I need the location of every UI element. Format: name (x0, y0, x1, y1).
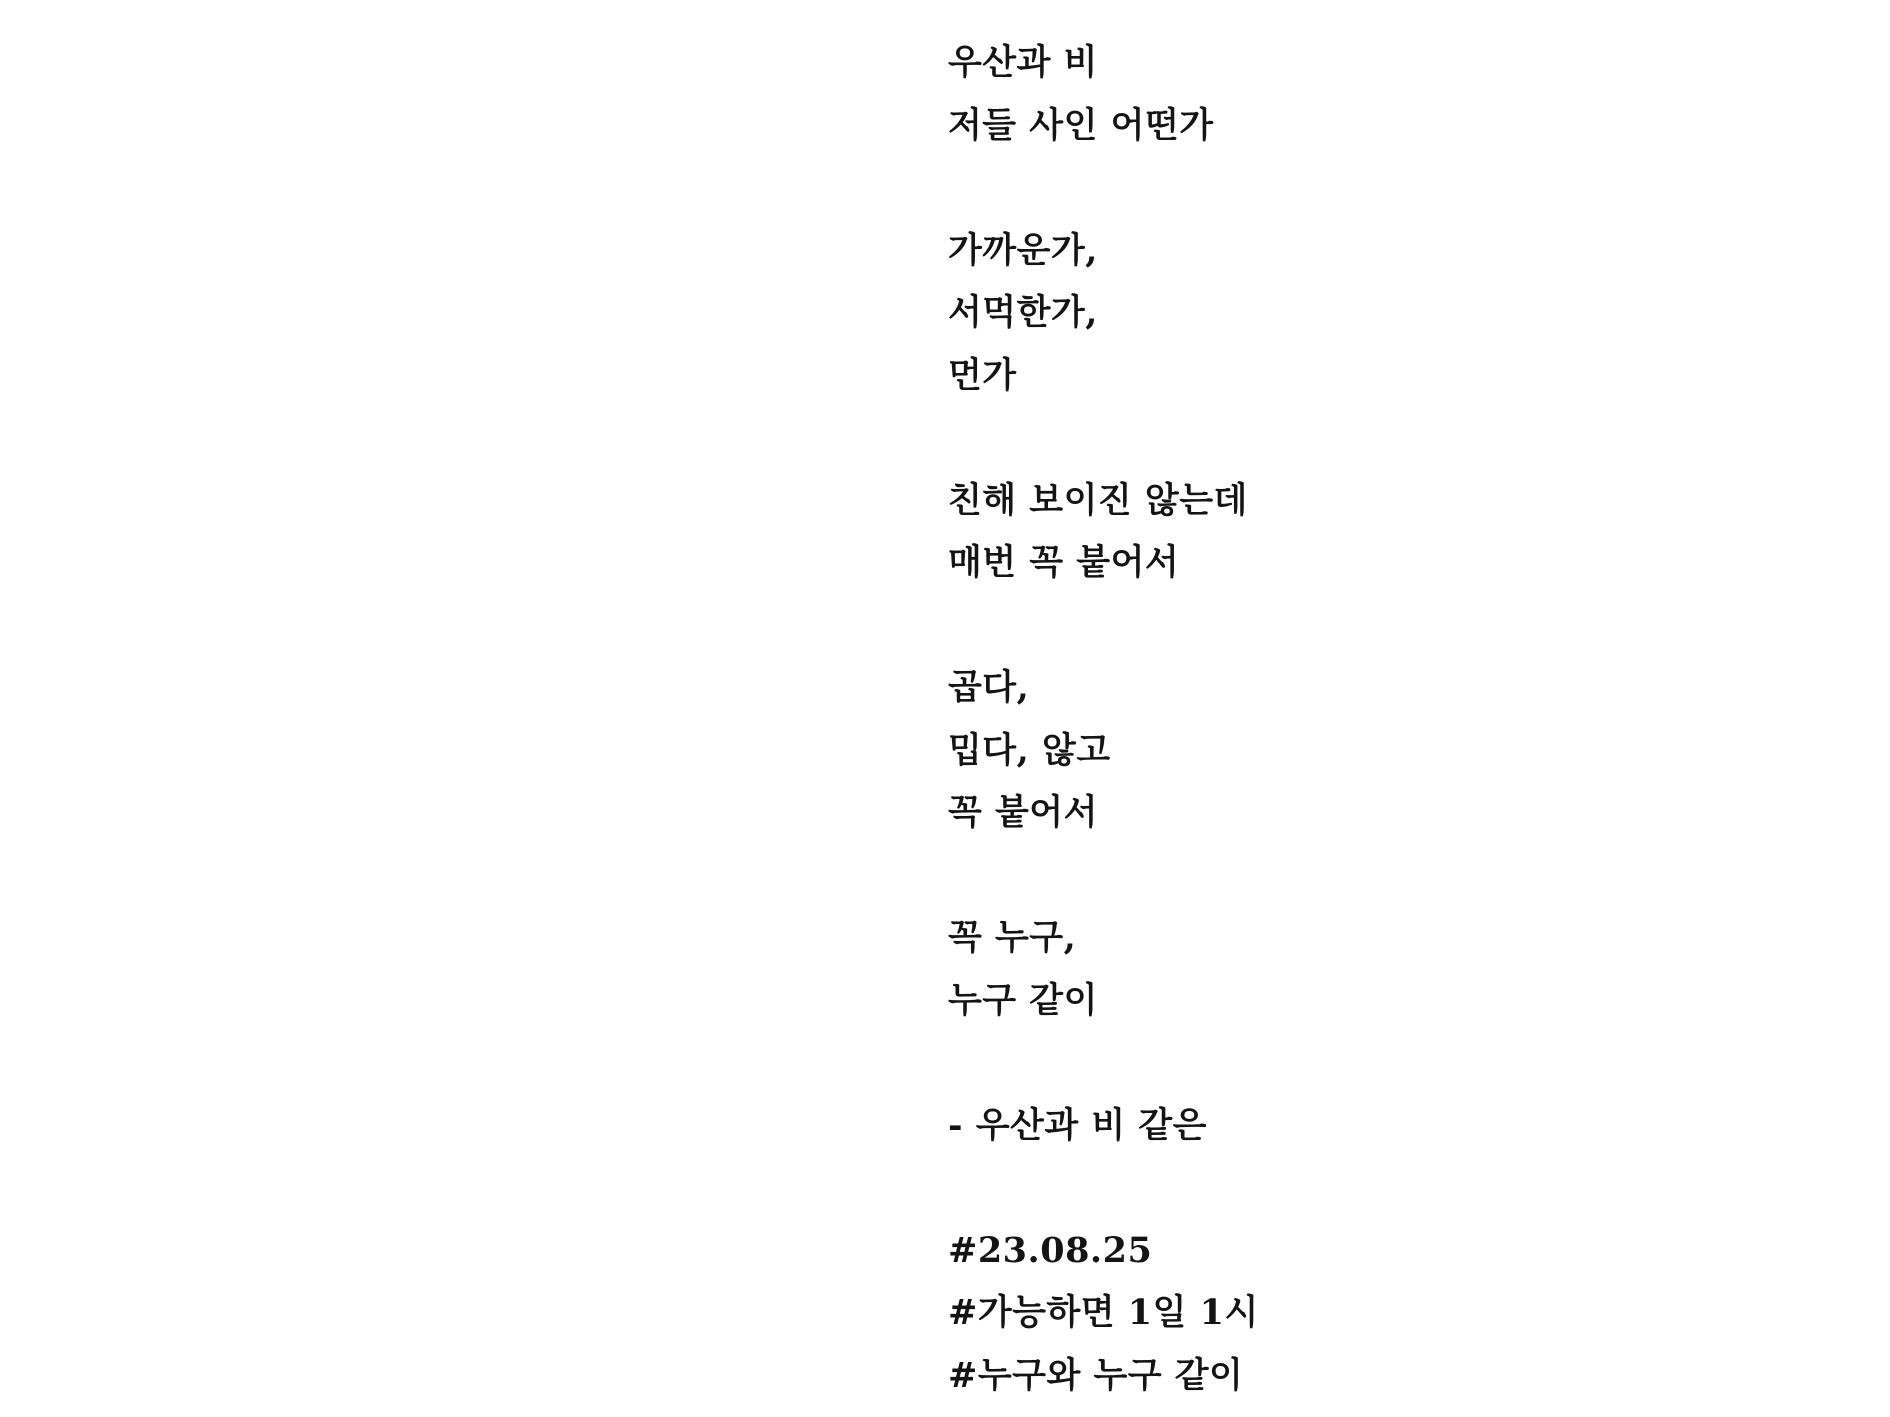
poem-line: 곱다, (948, 667, 1030, 708)
date-tag: #23.08.25 (948, 1229, 1153, 1271)
poem-line: 밉다, 않고 (948, 729, 1111, 771)
hashtag: #가능하면 1일 1시 (948, 1292, 1259, 1333)
poem-line: 친해 보이진 않는데 (948, 479, 1248, 521)
stanza-gap (948, 407, 1259, 470)
stanza-gap (948, 595, 1259, 658)
poem-line: 꼭 붙어서 (948, 792, 1098, 833)
poem-line: 저들 사인 어떤가 (948, 104, 1214, 146)
hashtag: #누구와 누구 같이 (948, 1354, 1244, 1396)
poem-line: 서먹한가, (948, 292, 1098, 333)
poem-line: 우산과 비 (948, 42, 1098, 83)
stanza-gap (948, 1032, 1259, 1095)
poem-line: 먼가 (948, 354, 1017, 396)
stanza-gap (948, 157, 1259, 220)
poem-line: 매번 꼭 붙어서 (948, 542, 1180, 583)
poem-line: 가까운가, (948, 229, 1098, 271)
poem-line: 꼭 누구, (948, 917, 1077, 958)
poem-line: 누구 같이 (948, 979, 1098, 1021)
poem-body (948, 32, 1259, 1407)
poem-closing-line: - 우산과 비 같은 (948, 1104, 1207, 1146)
stanza-gap (948, 1157, 1259, 1220)
stanza-gap (948, 845, 1259, 908)
